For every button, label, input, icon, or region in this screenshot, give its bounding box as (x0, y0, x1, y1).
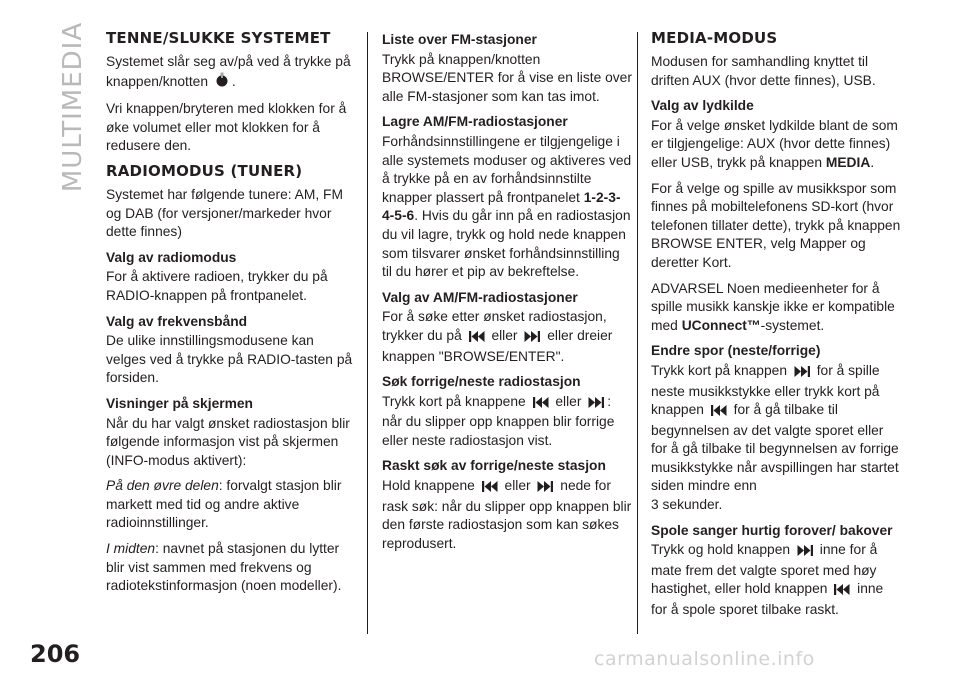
power-knob-icon (215, 72, 229, 94)
watermark: carmanualsonline.info (594, 648, 815, 670)
heading-track-change: Endre spor (neste/forrige) (651, 343, 821, 359)
paragraph-radio-select: For å aktivere radioen, trykker du på RADIO-knappen på frontpanelet. (106, 269, 328, 303)
heading-fm-list: Liste over FM-stasjoner (382, 32, 537, 47)
skip-next-icon (537, 479, 553, 498)
heading-fast-forward: Spole sanger hurtig forover/ bakover (651, 522, 893, 538)
skip-next-icon (794, 364, 810, 383)
paragraph-track-change: Trykk kort på knappen for å spille neste musikkstykke eller trykk kort på knappen for å gå tilbake til begynnelsen av det valgte sporet eller for å gå tilbake til begynnelsen av forrige musikkstykke når avspillingen har startet siden mindre enn 3 sekunder. (651, 362, 899, 513)
heading-source: Valg av lydkilde (651, 98, 754, 114)
paragraph-store-stations: Forhåndsinnstillingene er tilgjengelige i alle systemets moduser og aktiveres ved å trykke på en av forhåndsinnstilte knapper plassert på frontpanelet 1-2-3-4-5-6. Hvis du går inn på en radiostasjon du vil lagre, trykk og hold nede knappen som tilsvarer ønsket forhåndsinnstilling til du hører et pip av bekreftelse. (382, 133, 632, 280)
skip-previous-icon (533, 395, 549, 414)
heading-store-stations: Lagre AM/FM-radiostasjoner (382, 114, 568, 130)
skip-previous-icon (482, 479, 498, 498)
column-1 (106, 31, 356, 603)
paragraph-radio: Systemet har følgende tunere: AM, FM og DAB (for versjoner/markeder hvor dette finnes) (106, 186, 343, 240)
paragraph-power-1: Systemet slår seg av/på ved å trykke på knappen/knotten . (106, 53, 356, 93)
paragraph-fm-list: Trykk på knappen/knotten BROWSE/ENTER for å vise en liste over alle FM-stasjoner som kan tas imot. (382, 51, 632, 104)
skip-previous-icon (834, 582, 850, 601)
column-divider (367, 32, 368, 634)
heading-radio: RADIOMODUS (TUNER) (106, 161, 303, 180)
section-side-label: MULTIMEDIA (58, 21, 89, 193)
heading-power: TENNE/SLUKKE SYSTEMET (106, 29, 331, 47)
paragraph-display-top: På den øvre delen: forvalgt stasjon blir markett med tid og andre aktive radioinnstillinger. (106, 478, 342, 531)
heading-am-fm-select: Valg av AM/FM-radiostasjoner (382, 289, 578, 305)
paragraph-tracks: For å velge og spille av musikkspor som finnes på mobiltelefonens SD-kort (hvor telefonen tillater dette), trykk på knappen BROWSE ENTER, velg Mapper og deretter Kort. (651, 180, 901, 270)
heading-radio-select: Valg av radiomodus (106, 249, 237, 265)
skip-previous-icon (469, 329, 485, 348)
paragraph-power-2: Vri knappen/bryteren med klokken for å øke volumet eller mot klokken for å redusere den. (106, 101, 347, 154)
paragraph-am-fm-select: For å søke etter ønsket radiostasjon, trykker du på eller eller dreier knappen "BROWSE/ENTER". (382, 309, 613, 364)
paragraph-fast-forward: Trykk og hold knappen inne for å mate frem det valgte sporet med høy hastighet, eller hold knappen inne for å spole sporet tilbake raskt. (651, 542, 884, 618)
skip-next-icon (797, 543, 813, 562)
paragraph-band: De ulike innstillingsmodusene kan velges ved å trykke på RADIO-tasten på forsiden. (106, 333, 353, 386)
paragraph-media: Modusen for samhandling knyttet til driften AUX (hvor dette finnes), USB. (651, 54, 876, 88)
page-number: 206 (30, 640, 81, 668)
skip-next-icon (588, 395, 604, 414)
heading-seek: Søk forrige/neste radiostasjon (382, 374, 581, 390)
heading-fast-seek: Raskt søk av forrige/neste stasjon (382, 458, 606, 474)
skip-previous-icon (711, 403, 727, 422)
heading-media: MEDIA-MODUS (651, 29, 778, 47)
paragraph-warning: ADVARSEL Noen medieenheter for å spille musikk kanskje ikke er kompatible med UConnect™-systemet. (651, 280, 895, 333)
heading-display: Visninger på skjermen (106, 395, 253, 411)
column-3 (651, 31, 901, 620)
column-2 (382, 31, 632, 560)
paragraph-seek: Trykk kort på knappene eller : når du slipper opp knappen blir forrige eller neste radiostasjon vist. (382, 393, 615, 448)
paragraph-display: Når du har valgt ønsket radiostasjon blir følgende informasjon vist på skjermen (INFO-modus aktivert): (106, 415, 350, 468)
column-divider (637, 32, 638, 634)
heading-band: Valg av frekvensbånd (106, 313, 248, 329)
paragraph-source: For å velge ønsket lydkilde blant de som er tilgjengelige: AUX (hvor dette finnes) eller USB, trykk på knappen MEDIA. (651, 117, 898, 170)
skip-next-icon (524, 329, 540, 348)
paragraph-fast-seek: Hold knappene eller nede for rask søk: når du slipper opp knappen blir den første radiostasjon som kan søkes reprodusert. (382, 478, 632, 551)
paragraph-display-middle: I midten: navnet på stasjonen du lytter blir vist sammen med frekvens og radiotekstinformasjon (noen modeller). (106, 541, 342, 594)
